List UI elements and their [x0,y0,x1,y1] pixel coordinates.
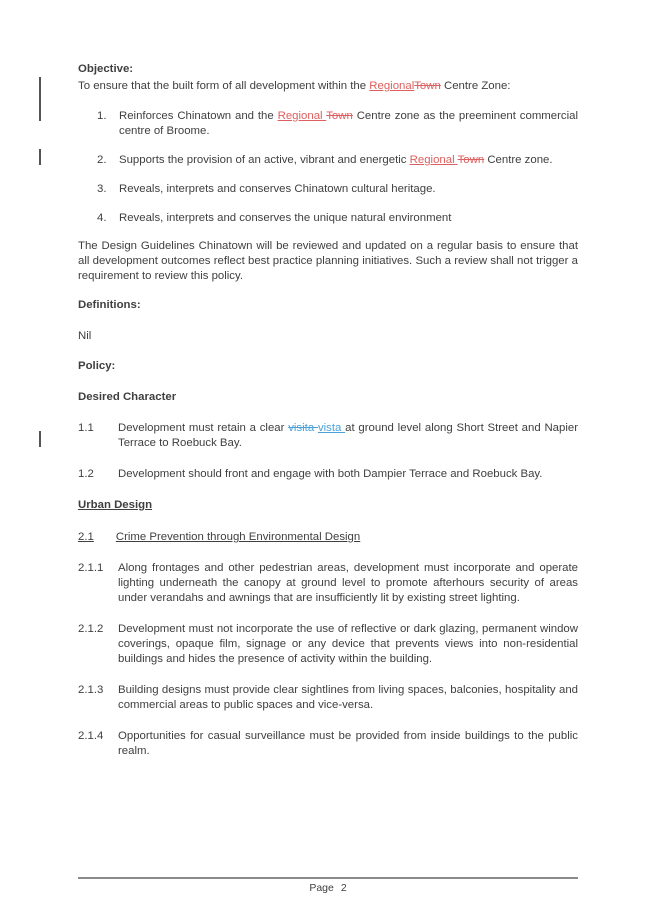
clause-text: Development should front and engage with both Dampier Terrace and Roebuck Bay. [118,468,543,480]
item-text-pre: Supports the provision of an active, vibrant and energetic [119,154,410,166]
clause-text: Opportunities for casual surveillance must be provided from inside buildings to the public realm. [118,730,578,757]
clause-text [118,421,578,451]
footer-page-number: 2 [340,882,347,894]
clause-text: Building designs must provide clear sightlines from living spaces, balconies, hospitality and commercial areas to public spaces and vice-versa. [118,684,578,711]
deleted-text-visita: visita [288,422,318,434]
clause-text: Along frontages and other pedestrian areas, development must incorporate and operate lighting underneath the canopy at ground level to promote afterhours security of areas under verandahs and awnings that are insufficiently lit by existing street lighting. [118,562,578,604]
list-item-text: Reveals, interprets and conserves the unique natural environment [119,212,452,224]
list-number: 1. [97,110,107,122]
section-heading-underline [78,531,360,543]
document-content [78,62,578,759]
clause-number: 1.2 [78,468,94,480]
objective-list-item-1 [78,109,578,139]
objective-heading: Objective: [78,63,134,75]
objective-list-item-2 [78,153,578,168]
policy-heading: Policy: [78,360,116,372]
clause-number: 2.1.1 [78,562,104,574]
deleted-text-town: Town [414,80,441,92]
list-number: 4. [97,212,107,224]
clause-2-1-2 [78,622,578,667]
section-2-1-heading [78,530,578,545]
urban-design-heading: Urban Design [78,499,153,511]
clause-2-1-1 [78,561,578,606]
list-number: 3. [97,183,107,195]
deleted-text-town: Town [326,110,353,122]
item-text-post: Centre zone. [484,154,553,166]
clause-2-1-4 [78,729,578,759]
footer-rule [78,877,578,879]
clause-text-pre: Development must retain a clear [118,422,289,434]
desired-character-heading: Desired Character [78,391,177,403]
list-item-text [119,153,578,168]
definitions-value: Nil [78,330,92,342]
list-number: 2. [97,154,107,166]
section-title: Crime Prevention through Environmental Design [115,531,361,543]
clause-text: Development must not incorporate the use of reflective or dark glazing, permanent window coverings, opaque film, signage or any device that prevents views into non-residential buildings and hides the presence of activity within the building. [118,623,578,665]
inserted-text-regional: Regional [409,154,458,166]
item-text-pre: Reinforces Chinatown and the [119,110,278,122]
footer-page-indicator [78,881,578,896]
change-bar [39,431,41,447]
clause-1-1 [78,421,578,451]
change-bar [39,77,41,121]
clause-1-2 [78,467,578,482]
inserted-text-regional: Regional [369,80,415,92]
clause-2-1-3 [78,683,578,713]
intro-text-post: Centre Zone: [440,80,511,92]
review-paragraph: The Design Guidelines Chinatown will be reviewed and updated on a regular basis to ensure that all development outcomes reflect best practice planning initiatives. Such a review shall not trigger a requirement to review this policy. [78,240,578,282]
deleted-text-town: Town [457,154,485,166]
objective-list-item-3 [78,182,578,197]
clause-number: 1.1 [78,422,94,434]
objective-intro-paragraph [78,79,578,94]
intro-text-pre: To ensure that the built form of all development within the [78,80,370,92]
clause-number: 2.1.3 [78,684,104,696]
objective-list-item-4 [78,211,578,226]
list-item-text: Reveals, interprets and conserves Chinatown cultural heritage. [119,183,436,195]
footer-page-label: Page [309,882,334,894]
definitions-heading: Definitions: [78,299,141,311]
clause-number: 2.1.4 [78,730,104,742]
clause-number: 2.1.2 [78,623,104,635]
inserted-text-regional: Regional [277,110,327,122]
inserted-text-vista: vista [317,422,346,434]
clause-text-post: at ground level along Short Street and Napier Terrace to Roebuck Bay. [118,422,579,449]
list-item-text [119,109,578,139]
page-footer [78,877,578,896]
change-bar [39,149,41,165]
item-text-post: Centre zone as the preeminent commercial centre of Broome. [119,110,579,137]
section-number: 2.1 [78,531,94,543]
